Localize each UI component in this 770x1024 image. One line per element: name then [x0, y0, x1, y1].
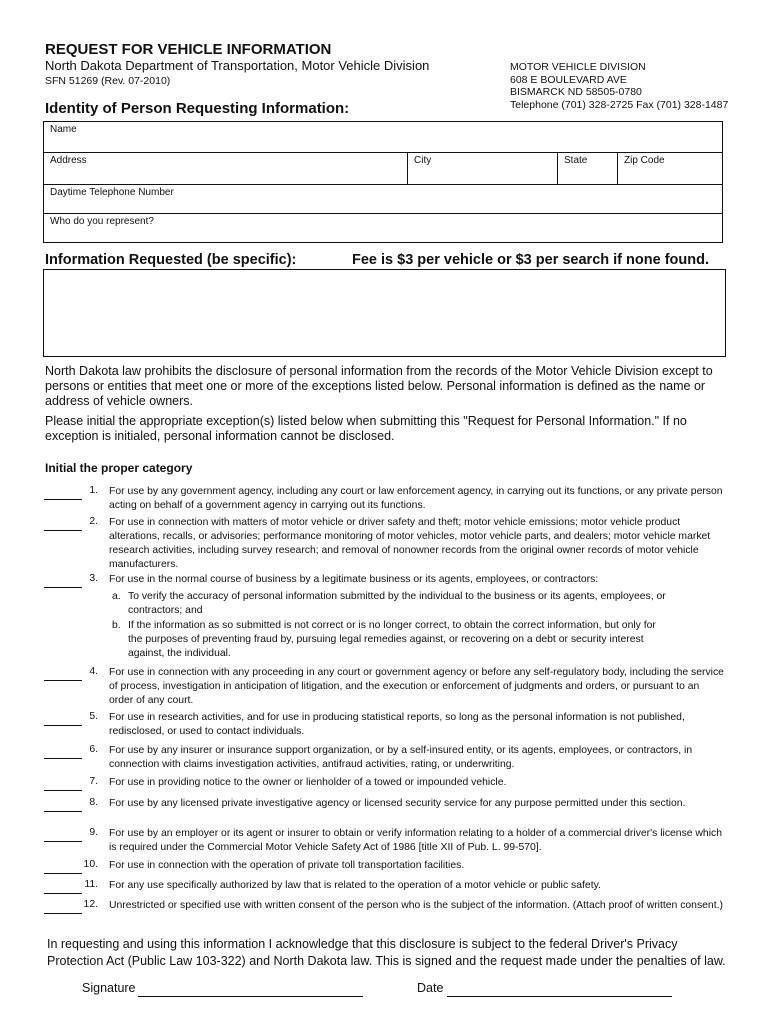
- category-number: 7.: [89, 776, 98, 787]
- category-number: 1.: [89, 485, 98, 496]
- represent-label: Who do you represent?: [50, 216, 154, 227]
- address-row: [44, 153, 722, 185]
- initial-blank[interactable]: [44, 499, 82, 500]
- sub-item-label: b.: [112, 620, 121, 631]
- category-number: 12.: [83, 899, 98, 910]
- name-field[interactable]: [50, 136, 714, 152]
- category-number: 8.: [89, 797, 98, 808]
- info-requested-box: [43, 269, 726, 357]
- represent-row: [44, 214, 722, 243]
- city-cell: [407, 153, 553, 184]
- category-text: For use by an employer or its agent or insurer to obtain or verify information relating to a holder of a commercial driver's license which is required under the Commercial Motor Vehicle Safety Act of 1986 [title XII of Pub. L. 99-570].: [109, 828, 722, 853]
- zip-field[interactable]: [624, 168, 723, 184]
- fee-note: Fee is $3 per vehicle or $3 per search if none found.: [352, 252, 709, 268]
- instruction-paragraph: Please initial the appropriate exception(s) listed below when submitting this "Request for Personal Information." If no exception is initialed, personal information cannot be disclosed.: [45, 414, 687, 443]
- state-label: State: [564, 155, 588, 166]
- initial-blank[interactable]: [44, 811, 82, 812]
- initial-blank[interactable]: [44, 530, 82, 531]
- department-name: North Dakota Department of Transportation, Motor Vehicle Division: [45, 58, 430, 73]
- category-text: For use by any licensed private investigative agency or licensed security service for any purpose permitted under this section.: [109, 798, 686, 809]
- category-text: For use by any government agency, including any court or law enforcement agency, in carrying out its functions, or any private person acting on behalf of a government agency in carrying out its functions.: [109, 486, 723, 511]
- city-label: City: [414, 155, 432, 166]
- initial-blank[interactable]: [44, 913, 82, 914]
- phone-field[interactable]: [50, 199, 714, 214]
- info-requested-heading: Information Requested (be specific):: [45, 252, 297, 268]
- zip-label: Zip Code: [624, 155, 665, 166]
- name-row: [44, 122, 722, 153]
- address-field[interactable]: [50, 168, 404, 184]
- initial-blank[interactable]: [44, 680, 82, 681]
- represent-field[interactable]: [50, 228, 714, 243]
- category-text: For use in the normal course of business by a legitimate business or its agents, employees, or contractors:: [109, 574, 599, 585]
- address-line: BISMARCK ND 58505-0780: [510, 86, 642, 98]
- address-line: MOTOR VEHICLE DIVISION: [510, 61, 646, 73]
- category-number: 6.: [89, 744, 98, 755]
- date-label: Date: [417, 981, 444, 995]
- sub-item-label: a.: [112, 591, 121, 602]
- form-number: SFN 51269 (Rev. 07-2010): [45, 75, 171, 87]
- category-number: 5.: [89, 711, 98, 722]
- disclosure-paragraph: North Dakota law prohibits the disclosure of personal information from the records of the Motor Vehicle Division except to persons or entities that meet one or more of the exceptions listed below. Personal information is defined as the name or address of vehicle owners.: [45, 364, 713, 408]
- initial-blank[interactable]: [44, 790, 82, 791]
- initial-blank[interactable]: [44, 841, 82, 842]
- form-title: REQUEST FOR VEHICLE INFORMATION: [45, 41, 332, 58]
- category-text: Unrestricted or specified use with written consent of the person who is the subject of the information. (Attach proof of written consent.): [109, 900, 723, 911]
- initial-blank[interactable]: [44, 725, 82, 726]
- category-text: For use in connection with the operation of private toll transportation facilities.: [109, 860, 465, 871]
- signature-label: Signature: [82, 981, 136, 995]
- address-line: 608 E BOULEVARD AVE: [510, 73, 627, 86]
- category-text: For any use specifically authorized by law that is related to the operation of a motor vehicle or public safety.: [109, 880, 601, 891]
- category-text: For use in providing notice to the owner or lienholder of a towed or impounded vehicle.: [109, 777, 507, 788]
- address-line: Telephone (701) 328-2725 Fax (701) 328-1487: [510, 98, 729, 111]
- date-line[interactable]: [447, 996, 672, 997]
- division-address: [510, 61, 728, 111]
- phone-row: [44, 185, 722, 214]
- signature-line[interactable]: [138, 996, 363, 997]
- category-text: For use in connection with any proceeding in any court or government agency or before any self-regulatory body, including the service of process, investigation in anticipation of litigation, and the execution or enforcement of judgments and orders, or pursuant to an order of any court.: [109, 667, 724, 706]
- state-cell: [557, 153, 618, 184]
- category-number: 10.: [83, 859, 98, 870]
- sub-item-text: To verify the accuracy of personal information submitted by the individual to the business or its agents, employees, or contractors; and: [128, 591, 666, 616]
- name-label: Name: [50, 124, 77, 135]
- sub-item-text: If the information as so submitted is not correct or is no longer correct, to obtain the correct information, but only for the purposes of preventing fraud by, pursuing legal remedies against, or recovering on a debt or security interest against, the individual.: [128, 620, 656, 659]
- category-number: 2.: [89, 516, 98, 527]
- category-text: For use in research activities, and for use in producing statistical reports, so long as the personal information is not published, redisclosed, or used to contact individuals.: [109, 712, 685, 737]
- identity-heading: Identity of Person Requesting Information:: [45, 100, 350, 117]
- category-text: For use in connection with matters of motor vehicle or driver safety and theft; motor vehicle emissions; motor vehicle product alterations, recalls, or advisories; performance monitoring of motor vehicles, motor vehicle parts, and dealers; motor vehicle market research activities, including survey research; and removal of nonowner records from the original owner records of motor vehicle manufacturers.: [109, 517, 711, 570]
- category-number: 3.: [89, 573, 98, 584]
- category-number: 9.: [89, 827, 98, 838]
- initial-blank[interactable]: [44, 873, 82, 874]
- category-number: 11.: [84, 879, 98, 890]
- phone-label: Daytime Telephone Number: [50, 187, 174, 198]
- state-field[interactable]: [564, 168, 618, 184]
- initial-blank[interactable]: [44, 587, 82, 588]
- city-field[interactable]: [414, 168, 553, 184]
- zip-cell: [617, 153, 723, 184]
- info-requested-field[interactable]: [44, 270, 729, 360]
- category-number: 4.: [89, 666, 98, 677]
- address-label: Address: [50, 155, 87, 166]
- acknowledgment-text: In requesting and using this information I acknowledge that this disclosure is subject to the federal Driver's Privacy Protection Act (Public Law 103-322) and North Dakota law. This is signed and the request made under the penalties of law.: [47, 937, 726, 968]
- identity-form: [43, 121, 723, 243]
- category-text: For use by any insurer or insurance support organization, or by a self-insured entity, or its agents, employees, or contractors, in connection with claims investigation activities, antifraud activities, rating, or underwriting.: [109, 745, 693, 770]
- initial-category-heading: Initial the proper category: [45, 461, 193, 475]
- initial-blank[interactable]: [44, 758, 82, 759]
- initial-blank[interactable]: [44, 893, 82, 894]
